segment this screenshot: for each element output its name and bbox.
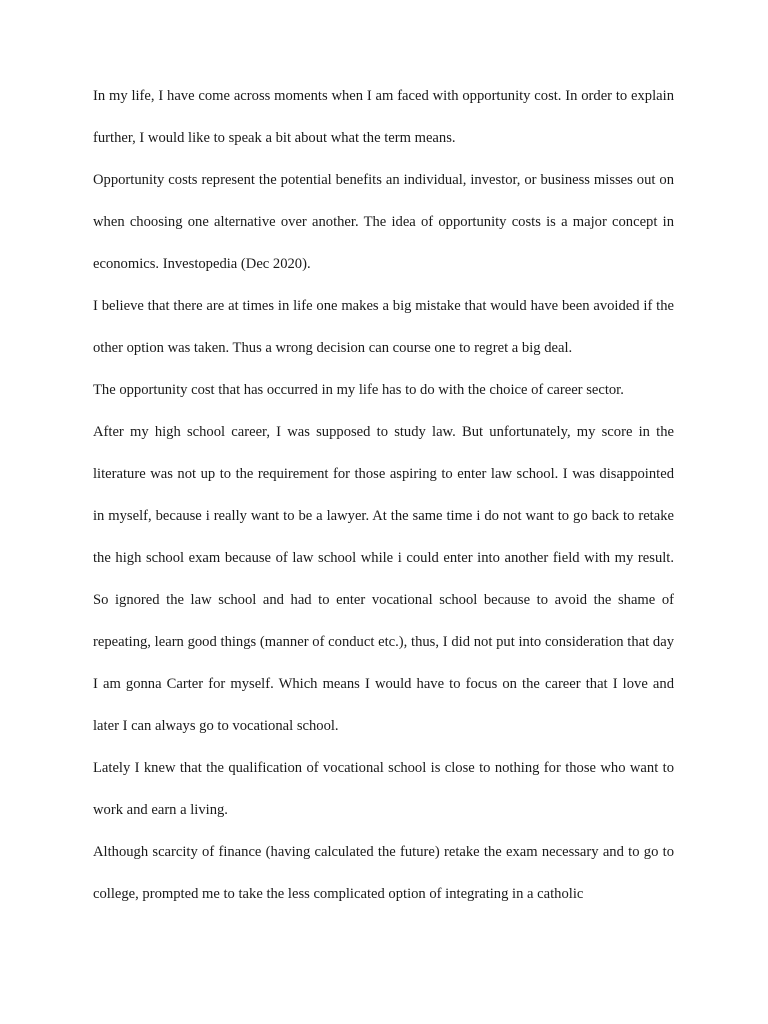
paragraph-high-school: After my high school career, I was supposed to study law. But unfortunately, my score in the literature was not up to the requirement for those aspiring to enter law school. I was disappointed in myself, because i really want to be a lawyer. At the same time i do not want to go back to retake the high school exam because of law school while i could enter into another field with my result. So ignored the law school and had to enter vocational school because to avoid the shame of repeating, learn good things (manner of conduct etc.), thus, I did not put into consideration that day I am gonna Carter for myself. Which means I would have to focus on the career that I love and later I can always go to vocational school. xyxy=(93,424,674,734)
paragraph-belief: I believe that there are at times in life one makes a big mistake that would have been avoided if the other option was taken. Thus a wrong decision can course one to regret a big deal. xyxy=(93,298,674,356)
document-body xyxy=(93,75,674,915)
paragraph-career-sector: The opportunity cost that has occurred in my life has to do with the choice of career sector. xyxy=(93,382,624,398)
paragraph-definition: Opportunity costs represent the potential benefits an individual, investor, or business misses out on when choosing one alternative over another. The idea of opportunity costs is a major concept in economics. Investopedia (Dec 2020). xyxy=(93,172,674,272)
paragraph-intro: In my life, I have come across moments when I am faced with opportunity cost. In order to explain further, I would like to speak a bit about what the term means. xyxy=(93,88,674,146)
paragraph-finance: Although scarcity of finance (having calculated the future) retake the exam necessary and to go to college, prompted me to take the less complicated option of integrating in a catholic xyxy=(93,844,674,902)
paragraph-qualification: Lately I knew that the qualification of vocational school is close to nothing for those who want to work and earn a living. xyxy=(93,760,674,818)
